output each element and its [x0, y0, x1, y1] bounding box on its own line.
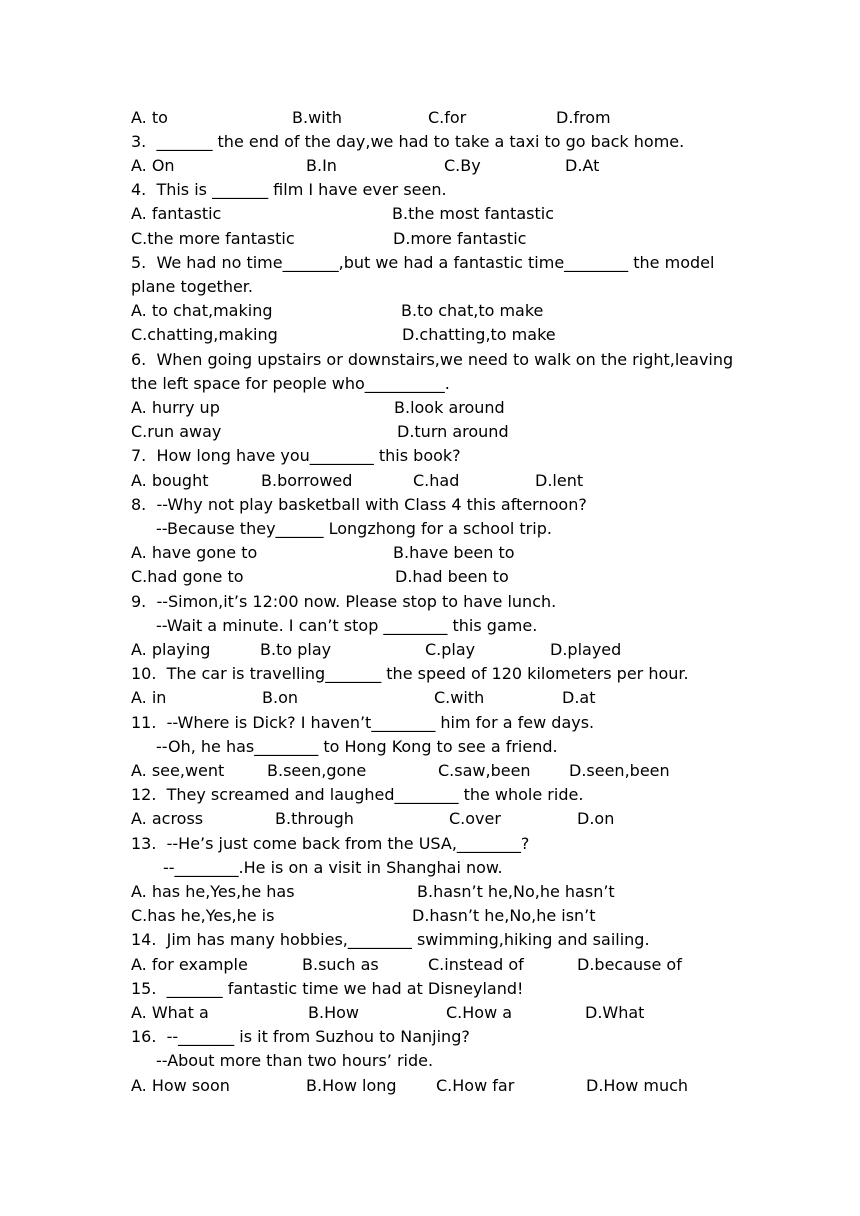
option-text: B.to play	[260, 639, 332, 659]
option-text: D.turn around	[397, 422, 509, 442]
text-line	[0, 662, 860, 686]
question-text: --About more than two hours’ ride.	[156, 1051, 434, 1071]
option-text: B.such as	[302, 954, 379, 974]
option-text: A. has he,Yes,he has	[131, 881, 295, 901]
text-line	[0, 880, 860, 904]
option-text: A. to chat,making	[131, 301, 273, 321]
question-text: 9. --Simon,it’s 12:00 now. Please stop to have lunch.	[131, 591, 557, 611]
text-line	[0, 565, 860, 589]
question-text: 8. --Why not play basketball with Class 4 this afternoon?	[131, 494, 587, 514]
text-line	[0, 783, 860, 807]
option-text: D.At	[565, 155, 600, 175]
option-text: A. see,went	[131, 760, 225, 780]
text-line	[0, 614, 860, 638]
option-text: C.the more fantastic	[131, 228, 295, 248]
option-text: C.over	[449, 809, 501, 829]
option-text: B.How	[308, 1002, 359, 1022]
text-line	[0, 299, 860, 323]
option-text: B.with	[292, 107, 343, 127]
option-text: B.to chat,to make	[401, 301, 544, 321]
option-text: D.because of	[577, 954, 682, 974]
text-line	[0, 686, 860, 710]
text-line	[0, 372, 860, 396]
text-line	[0, 832, 860, 856]
option-text: C.saw,been	[438, 760, 531, 780]
question-text: 13. --He’s just come back from the USA,________?	[131, 833, 530, 853]
option-text: A. for example	[131, 954, 248, 974]
text-line	[0, 517, 860, 541]
text-line	[0, 735, 860, 759]
question-text: 4. This is _______ film I have ever seen.	[131, 180, 447, 200]
text-line	[0, 1049, 860, 1073]
option-text: C.chatting,making	[131, 325, 278, 345]
text-line	[0, 904, 860, 928]
text-line	[0, 106, 860, 130]
question-text: 10. The car is travelling_______ the speed of 120 kilometers per hour.	[131, 664, 689, 684]
option-text: C.with	[434, 688, 485, 708]
question-text: 11. --Where is Dick? I haven’t________ him for a few days.	[131, 712, 595, 732]
question-text: the left space for people who__________.	[131, 373, 450, 393]
text-line	[0, 590, 860, 614]
option-text: A. What a	[131, 1002, 209, 1022]
option-text: B.the most fantastic	[392, 204, 554, 224]
text-line	[0, 953, 860, 977]
option-text: D.more fantastic	[393, 228, 527, 248]
option-text: A. On	[131, 155, 175, 175]
option-text: C.has he,Yes,he is	[131, 906, 275, 926]
option-text: C.had gone to	[131, 567, 244, 587]
option-text: B.In	[306, 155, 337, 175]
text-line	[0, 1074, 860, 1098]
text-line	[0, 807, 860, 831]
option-text: C.How a	[446, 1002, 513, 1022]
option-text: B.on	[262, 688, 298, 708]
option-text: B.How long	[306, 1075, 397, 1095]
option-text: D.on	[577, 809, 615, 829]
text-line	[0, 541, 860, 565]
text-line	[0, 130, 860, 154]
option-text: D.played	[550, 639, 622, 659]
text-line	[0, 1025, 860, 1049]
question-text: --Oh, he has________ to Hong Kong to see a friend.	[156, 736, 558, 756]
option-text: D.How much	[586, 1075, 689, 1095]
text-line	[0, 1001, 860, 1025]
text-line	[0, 251, 860, 275]
option-text: B.borrowed	[261, 470, 353, 490]
text-line	[0, 928, 860, 952]
option-text: D.at	[562, 688, 596, 708]
option-text: A. to	[131, 107, 168, 127]
option-text: B.through	[275, 809, 354, 829]
question-text: 16. --_______ is it from Suzhou to Nanjing?	[131, 1027, 470, 1047]
question-text: 6. When going upstairs or downstairs,we need to walk on the right,leaving	[131, 349, 734, 369]
text-line	[0, 275, 860, 299]
option-text: A. playing	[131, 639, 211, 659]
option-text: C.had	[413, 470, 460, 490]
question-text: --________.He is on a visit in Shanghai now.	[163, 857, 503, 877]
question-text: 12. They screamed and laughed________ the whole ride.	[131, 785, 584, 805]
text-line	[0, 444, 860, 468]
option-text: C.By	[444, 155, 481, 175]
option-text: B.have been to	[393, 543, 515, 563]
question-text: 15. _______ fantastic time we had at Disneyland!	[131, 978, 524, 998]
text-line	[0, 202, 860, 226]
text-line	[0, 178, 860, 202]
option-text: C.instead of	[428, 954, 524, 974]
option-text: A. have gone to	[131, 543, 258, 563]
option-text: C.for	[428, 107, 467, 127]
question-text: 3. _______ the end of the day,we had to take a taxi to go back home.	[131, 131, 685, 151]
text-line	[0, 856, 860, 880]
text-line	[0, 396, 860, 420]
option-text: A. across	[131, 809, 204, 829]
text-line	[0, 493, 860, 517]
option-text: D.hasn’t he,No,he isn’t	[412, 906, 596, 926]
question-text: 5. We had no time_______,but we had a fantastic time________ the model	[131, 252, 715, 272]
option-text: A. How soon	[131, 1075, 230, 1095]
text-line	[0, 348, 860, 372]
option-text: A. fantastic	[131, 204, 222, 224]
text-line	[0, 154, 860, 178]
text-line	[0, 759, 860, 783]
option-text: A. in	[131, 688, 167, 708]
option-text: D.lent	[535, 470, 584, 490]
question-text: 7. How long have you________ this book?	[131, 446, 461, 466]
text-line	[0, 420, 860, 444]
question-text: --Because they______ Longzhong for a school trip.	[156, 518, 552, 538]
text-line	[0, 323, 860, 347]
option-text: B.look around	[394, 397, 505, 417]
option-text: C.How far	[436, 1075, 515, 1095]
question-text: plane together.	[131, 276, 253, 296]
question-text: 14. Jim has many hobbies,________ swimming,hiking and sailing.	[131, 930, 650, 950]
option-text: A. hurry up	[131, 397, 220, 417]
option-text: C.run away	[131, 422, 222, 442]
text-line	[0, 638, 860, 662]
question-text: --Wait a minute. I can’t stop ________ this game.	[156, 615, 538, 635]
option-text: B.hasn’t he,No,he hasn’t	[417, 881, 615, 901]
option-text: B.seen,gone	[267, 760, 367, 780]
text-line	[0, 227, 860, 251]
option-text: C.play	[425, 639, 476, 659]
text-line	[0, 469, 860, 493]
option-text: D.chatting,to make	[402, 325, 556, 345]
text-line	[0, 711, 860, 735]
text-line	[0, 977, 860, 1001]
option-text: D.from	[556, 107, 611, 127]
option-text: A. bought	[131, 470, 209, 490]
option-text: D.seen,been	[569, 760, 670, 780]
option-text: D.What	[585, 1002, 645, 1022]
option-text: D.had been to	[395, 567, 509, 587]
